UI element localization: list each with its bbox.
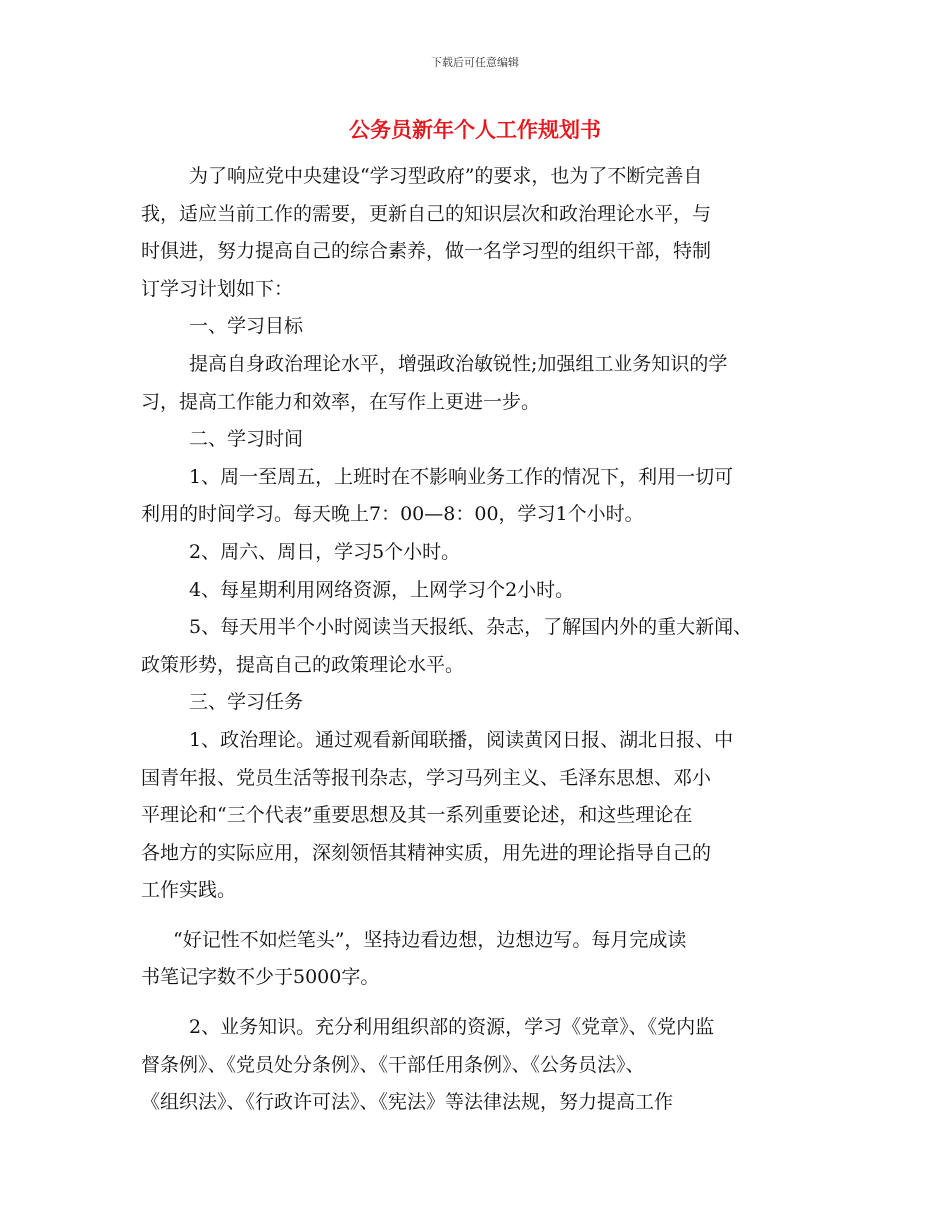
paragraph-line: 2、周六、周日，学习5个小时。 bbox=[189, 540, 461, 563]
section-heading: 三、学习任务 bbox=[189, 691, 304, 714]
paragraph-line: 习，提高工作能力和效率，在写作上更进一步。 bbox=[141, 390, 541, 413]
document-title: 公务员新年个人工作规划书 bbox=[349, 118, 601, 142]
section-heading: 二、学习时间 bbox=[189, 428, 304, 451]
paragraph-line: 提高自身政治理论水平，增强政治敏锐性;加强组工业务知识的学 bbox=[189, 352, 728, 375]
paragraph-line: 1、周一至周五，上班时在不影响业务工作的情况下，利用一切可 bbox=[189, 465, 734, 488]
paragraph-line: 平理论和“三个代表”重要思想及其一系列重要论述，和这些理论在 bbox=[141, 804, 693, 827]
paragraph-line: 督条例》、《党员处分条例》、《干部任用条例》、《公务员法》、 bbox=[141, 1053, 645, 1076]
paragraph-line: 工作实践。 bbox=[141, 879, 237, 902]
header-note: 下载后可任意编辑 bbox=[431, 56, 519, 69]
paragraph-line: 订学习计划如下： bbox=[141, 277, 294, 300]
paragraph-line: 1、政治理论。通过观看新闻联播，阅读黄冈日报、湖北日报、中 bbox=[189, 728, 734, 751]
paragraph-line: 时俱进，努力提高自己的综合素养，做一名学习型的组织干部，特制 bbox=[141, 240, 712, 263]
paragraph-line: 5、每天用半个小时阅读当天报纸、杂志，了解国内外的重大新闻、 bbox=[189, 616, 753, 639]
paragraph-line: 2、业务知识。充分利用组织部的资源，学习《党章》、《党内监 bbox=[189, 1016, 715, 1039]
paragraph-line: 我，适应当前工作的需要，更新自己的知识层次和政治理论水平，与 bbox=[141, 202, 712, 225]
paragraph-gap bbox=[141, 910, 821, 922]
paragraph-line: 《组织法》、《行政许可法》、《宪法》等法律法规，努力提高工作 bbox=[141, 1091, 674, 1114]
paragraph-line: 4、每星期利用网络资源，上网学习个2小时。 bbox=[189, 578, 575, 601]
paragraph-line: 国青年报、党员生活等报刊杂志，学习马列主义、毛泽东思想、邓小 bbox=[141, 766, 712, 789]
paragraph-line: 利用的时间学习。每天晚上7：00—8：00，学习1个小时。 bbox=[141, 503, 644, 526]
paragraph-line: “好记性不如烂笔头”，坚持边看边想，边想边写。每月完成读 bbox=[173, 928, 687, 951]
paragraph-line: 各地方的实际应用，深刻领悟其精神实质，用先进的理论指导自己的 bbox=[141, 841, 712, 864]
section-heading: 一、学习目标 bbox=[189, 315, 304, 338]
document-body bbox=[141, 158, 821, 1122]
paragraph-line: 政策形势，提高自己的政策理论水平。 bbox=[141, 653, 465, 676]
paragraph-gap bbox=[141, 997, 821, 1009]
paragraph-line: 为了响应党中央建设“学习型政府”的要求，也为了不断完善自 bbox=[189, 165, 703, 187]
paragraph-line: 书笔记字数不少于5000字。 bbox=[141, 966, 380, 989]
